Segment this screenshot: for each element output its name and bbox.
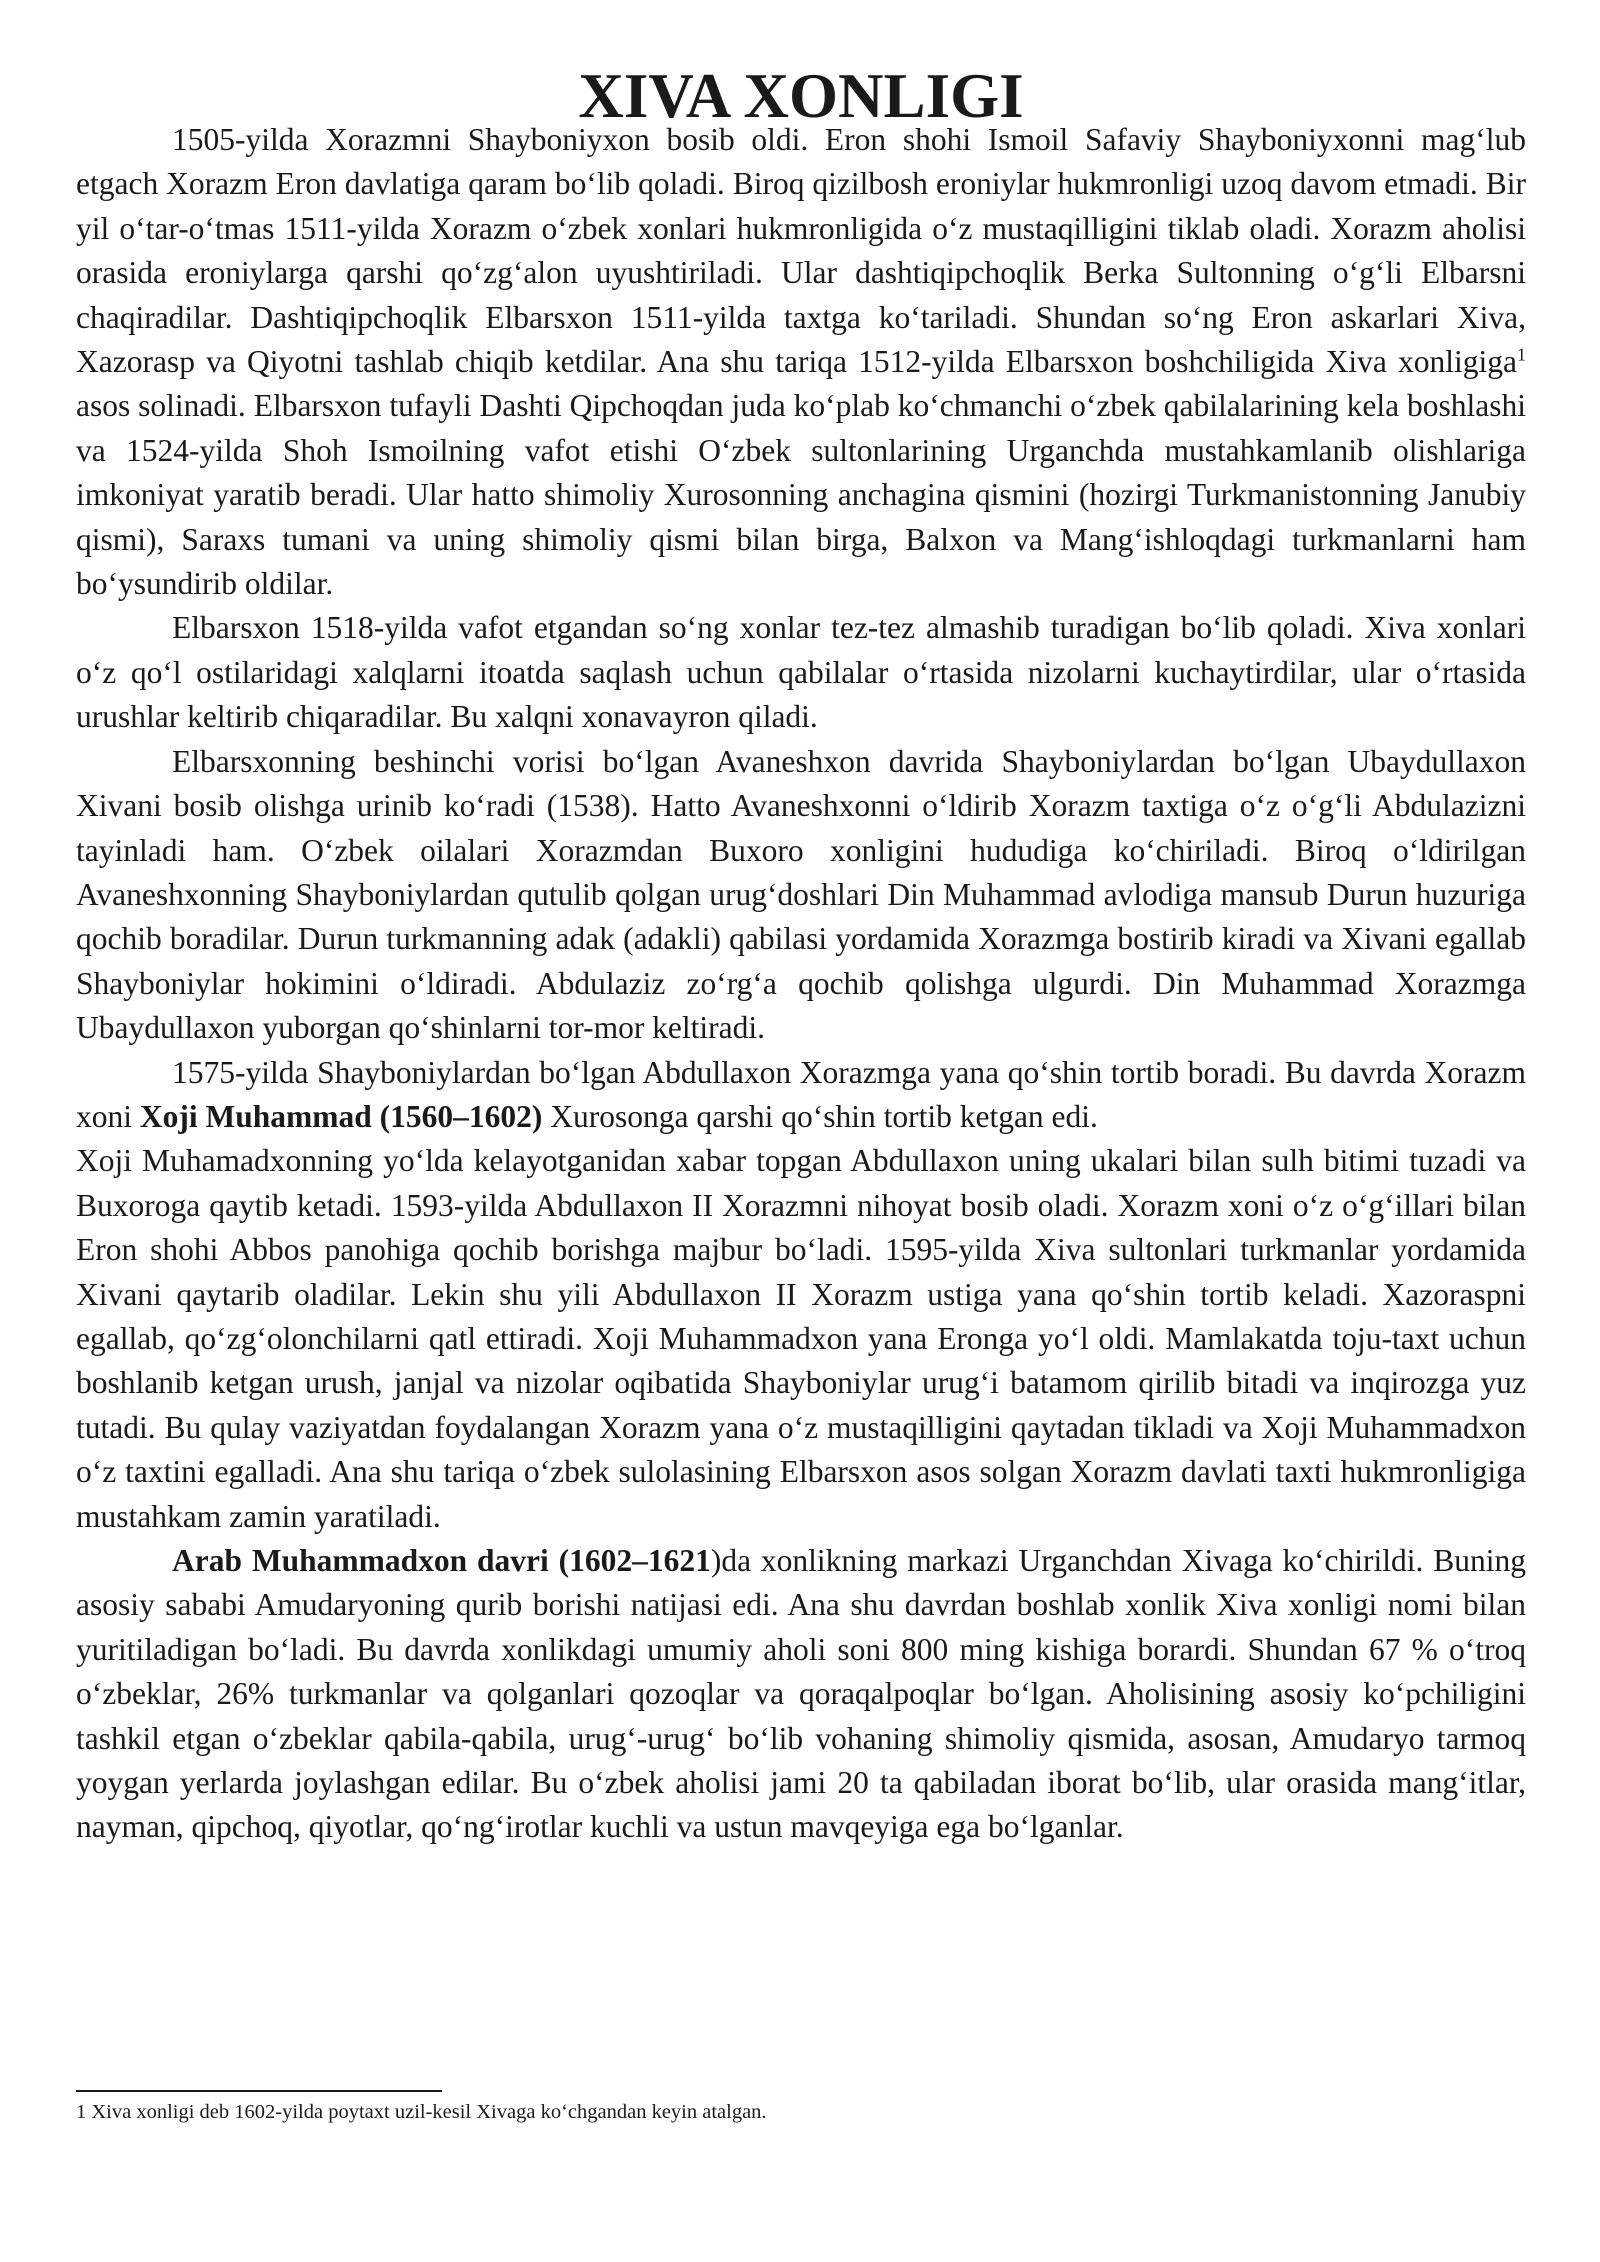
page-title: XIVA XONLIGI xyxy=(578,61,1024,131)
paragraph-2: Elbarsxon 1518-yilda vafot etgandan so‘ng xonlar tez-tez almashib turadigan bo‘lib qoladi. Xiva xonlari o‘z qo‘l ostilaridagi xalqlarni itoatda saqlash uchun qabilalar o‘rtasida nizolarni kuchaytirdilar, ular o‘rtasida urushlar keltirib chiqaradilar. Bu xalqni xonavayron qiladi. xyxy=(76,610,1526,735)
paragraph-3: Elbarsxonning beshinchi vorisi bo‘lgan Avaneshxon davrida Shayboniylardan bo‘lgan Ubaydullaxon Xivani bosib olishga urinib ko‘radi (1538). Hatto Avaneshxonni o‘ldirib Xorazm taxtiga o‘z o‘g‘li Abdulazizni tayinladi ham. O‘zbek oilalari Xorazmdan Buxoro xonligini hududiga ko‘chiriladi. Biroq o‘ldirilgan Avaneshxonning Shayboniylardan qutulib qolgan urug‘doshlari Din Muhammad avlodiga mansub Durun huzuriga qochib boradilar. Durun turkmanning adak (adakli) qabilasi yordamida Xorazmga bostirib kiradi va Xivani egallab Shayboniylar hokimini o‘ldiradi. Abdulaziz zo‘rg‘a qochib qolishga ulgurdi. Din Muhammad Xorazmga Ubaydullaxon yuborgan qo‘shinlarni tor-mor keltiradi. xyxy=(76,743,1526,1046)
paragraph-4-text-a: 1575-yilda Shayboniylardan bo‘lgan Abdullaxon Xorazmga yana qo‘shin tortib boradi. Bu davrda Xorazm xoni xyxy=(76,1054,1526,1134)
footnote: 1 Xiva xonligi deb 1602-yilda poytaxt uzil-kesil Xivaga ko‘chgandan keyin atalgan. xyxy=(76,2101,767,2123)
paragraph-6-text: )da xonlikning markazi Urganchdan Xivaga ko‘chirildi. Buning asosiy sababi Amudaryoning qurib borishi natijasi edi. Ana shu davrdan boshlab xonlik Xiva xonligi nomi bilan yuritiladigan bo‘ladi. Bu davrda xonlikdagi umumiy aholi soni 800 ming kishiga borardi. Shundan 67 % o‘troq o‘zbeklar, 26% turkmanlar va qolganlari qozoqlar va qoraqalpoqlar bo‘lgan. Aholisining asosiy ko‘pchiligini tashkil etgan o‘zbeklar qabila-qabila, urug‘-urug‘ bo‘lib vohaning shimoliy qismida, asosan, Amudaryo tarmoq yoygan yerlarda joylashgan edilar. Bu o‘zbek aholisi jami 20 ta qabiladan iborat bo‘lib, ular orasida mang‘itlar, nayman, qipchoq, qiyotlar, qo‘ng‘irotlar kuchli va ustun mavqeyiga ega bo‘lganlar. xyxy=(76,1543,1527,1845)
paragraph-5: Xoji Muhamadxonning yo‘lda kelayotganidan xabar topgan Abdullaxon uning ukalari bilan sulh bitimi tuzadi va Buxoroga qaytib ketadi. 1593-yilda Abdullaxon II Xorazmni nihoyat bosib oladi. Xorazm xoni o‘z o‘g‘illari bilan Eron shohi Abbos panohiga qochib borishga majbur bo‘ladi. 1595-yilda Xiva sultonlari turkmanlar yordamida Xivani qaytarib oladilar. Lekin shu yili Abdullaxon II Xorazm ustiga yana qo‘shin tortib keladi. Xazoraspni egallab, qo‘zg‘olonchilarni qatl ettiradi. Xoji Muhammadxon yana Eronga yo‘l oldi. Mamlakatda toju-taxt uchun boshlanib ketgan urush, janjal va nizolar oqibatida Shayboniylar urug‘i batamom qirilib bitadi va inqirozga yuz tutadi. Bu qulay vaziyatdan foydalangan Xorazm yana o‘z mustaqilligini qaytadan tikladi va Xoji Muhammadxon o‘z taxtini egalladi. Ana shu tariqa o‘zbek sulolasining Elbarsxon asos solgan Xorazm davlati taxti hukmronligiga mustahkam zamin yaratiladi. xyxy=(76,1143,1526,1534)
paragraph-4 xyxy=(76,1051,1526,1140)
footnote-ref[interactable]: 1 xyxy=(1517,344,1526,365)
paragraph-1-text-a: 1505-yilda Xorazmni Shayboniyxon bosib oldi. Eron shohi Ismoil Safaviy Shayboniyxonni mag‘lub etgach Xorazm Eron davlatiga qaram bo‘lib qoladi. Biroq qizilbosh eroniylar hukmronligi uzoq davom etmadi. Bir yil o‘tar-o‘tmas 1511-yilda Xorazm o‘zbek xonlari hukmronligida o‘z mustaqilligini tiklab oladi. Xorazm aholisi orasida eroniylarga qarshi qo‘zg‘alon uyushtiriladi. Ular dashtiqipchoqlik Berka Sultonning o‘g‘li Elbarsni chaqiradilar. Dashtiqipchoqlik Elbarsxon 1511-yilda taxtga ko‘tariladi. Shundan so‘ng Eron askarlari Xiva, Xazorasp va Qiyotni tashlab chiqib ketdilar. Ana shu tariqa 1512-yilda Elbarsxon boshchiligida Xiva xonligiga xyxy=(76,122,1526,380)
paragraph-4-bold: Xoji Muhammad (1560–1602) xyxy=(139,1098,543,1134)
paragraph-6 xyxy=(76,1539,1526,1850)
footnote-separator xyxy=(76,2090,442,2092)
paragraph-1-text-b: asos solinadi. Elbarsxon tufayli Dashti Qipchoqdan juda ko‘plab ko‘chmanchi o‘zbek qabilalarining kela boshlashi va 1524-yilda Shoh Ismoilning vafot etishi O‘zbek sultonlarining Urganchda mustahkamlanib olishlariga imkoniyat yaratib beradi. Ular hatto shimoliy Xurosonning anchagina qismini (hozirgi Turkmanistonning Janubiy qismi), Saraxs tumani va uning shimoliy qismi bilan birga, Balxon va Mang‘ishloqdagi turkmanlarni ham bo‘ysundirib oldilar. xyxy=(76,388,1526,602)
paragraph-4-text-b: Xurosonga qarshi qo‘shin tortib ketgan edi. xyxy=(542,1098,1098,1134)
paragraph-1 xyxy=(76,118,1526,606)
document-page xyxy=(76,61,1527,1850)
paragraph-6-bold: Arab Muhammadxon davri (1602–1621 xyxy=(172,1543,711,1578)
